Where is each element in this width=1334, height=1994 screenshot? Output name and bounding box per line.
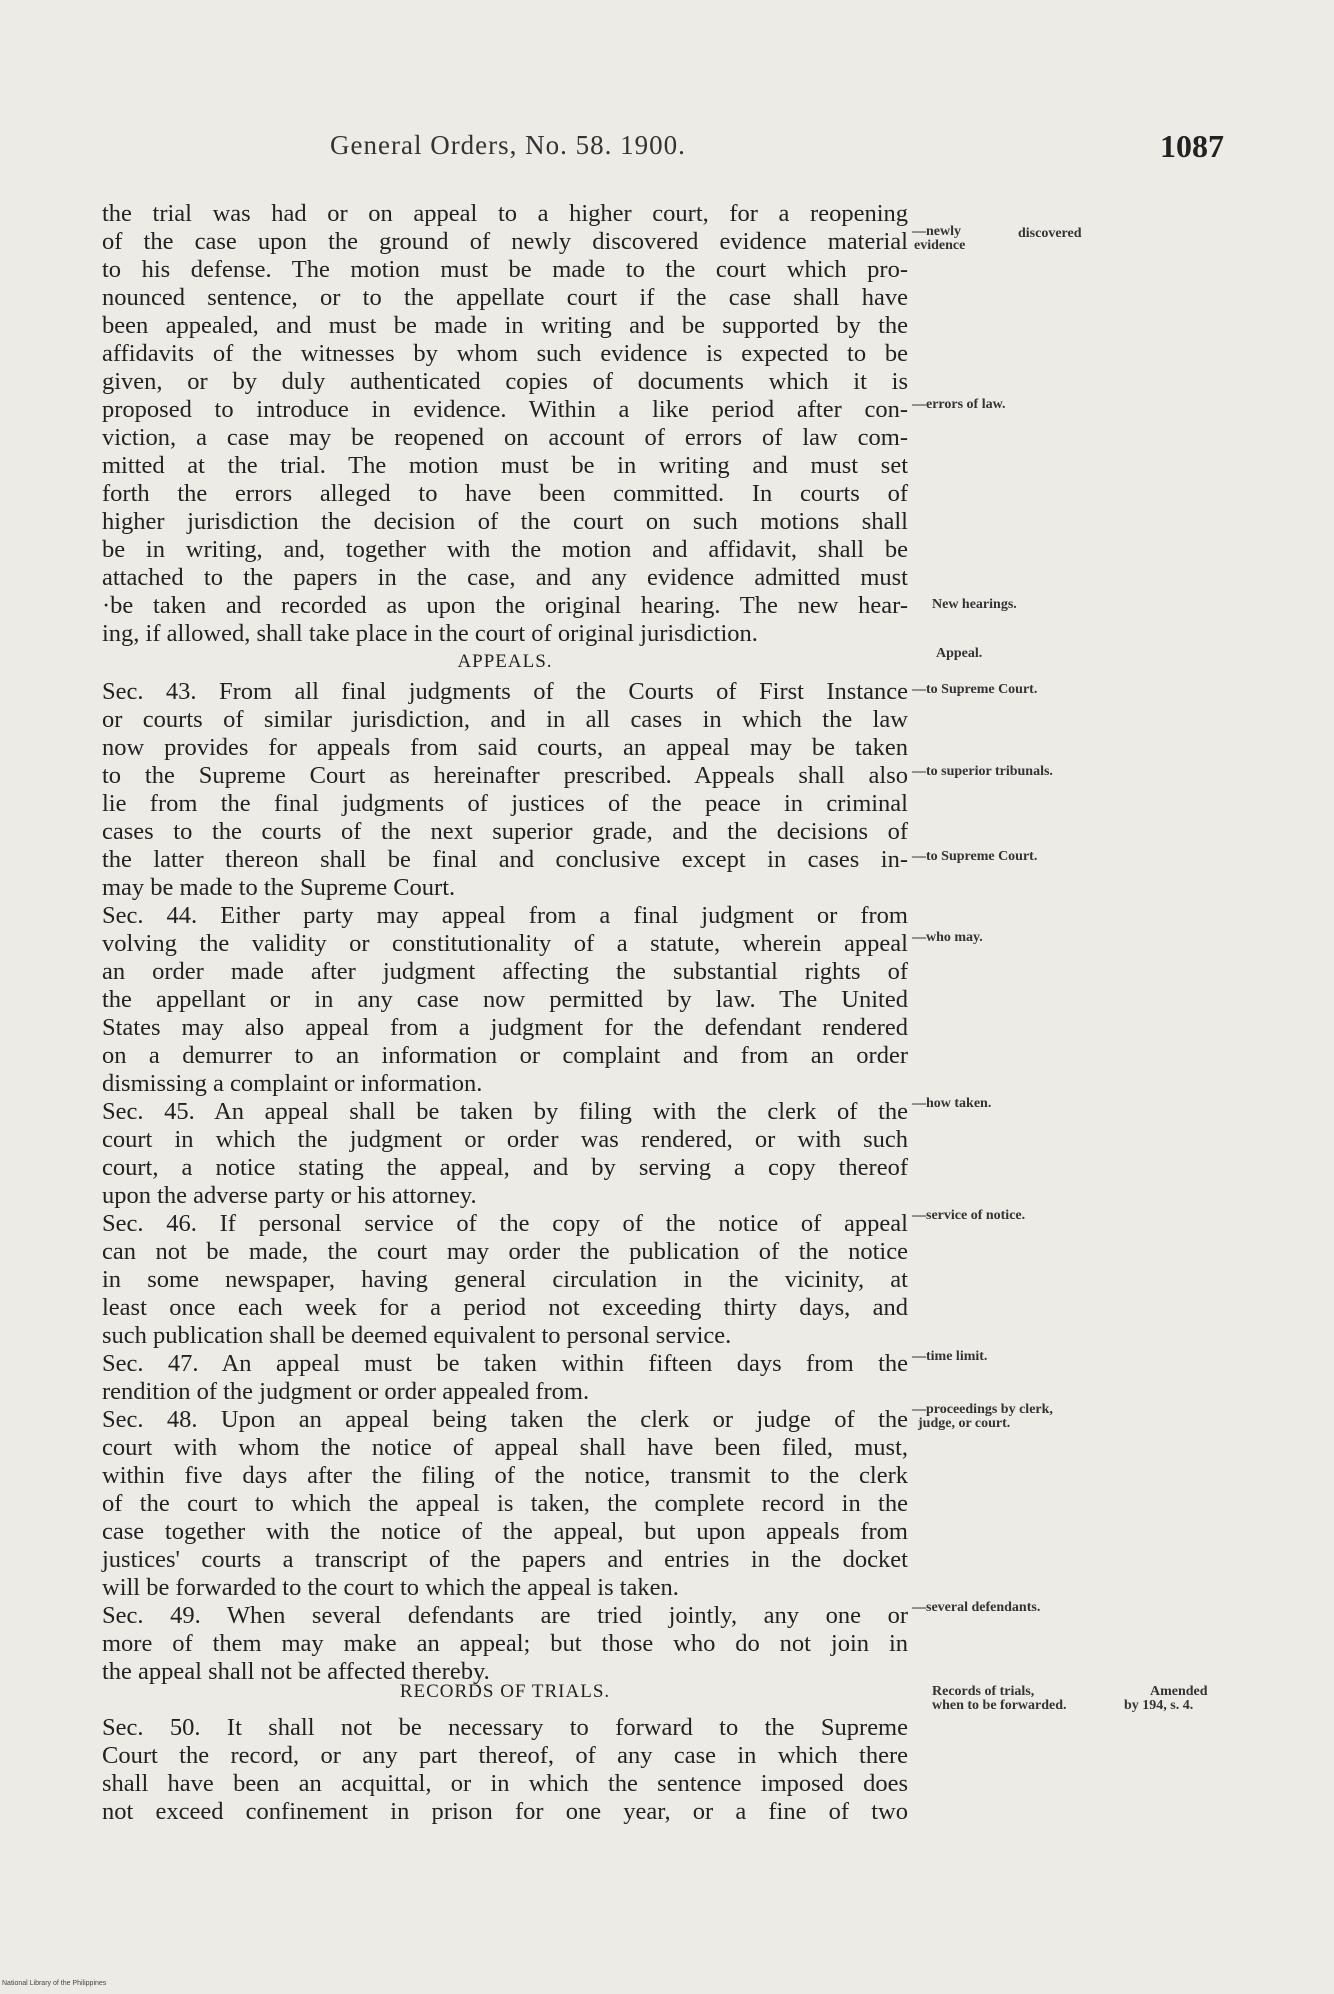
margin-note: discovered (1018, 226, 1082, 241)
text-line: Court the record, or any part thereof, of any case in which there (102, 1742, 908, 1769)
text-line: proposed to introduce in evidence. Within a like period after con- (102, 396, 908, 423)
margin-note: —errors of law. (912, 397, 1006, 412)
running-header: General Orders, No. 58. 1900. (330, 130, 686, 160)
margin-note: Records of trials, (932, 1684, 1035, 1699)
text-line: least once each week for a period not exceeding thirty days, and (102, 1294, 908, 1321)
margin-note: —to Supreme Court. (912, 849, 1038, 864)
margin-note: —how taken. (912, 1096, 992, 1111)
margin-note: —to superior tribunals. (912, 764, 1053, 779)
margin-note: when to be forwarded. (932, 1698, 1067, 1713)
text-line: will be forwarded to the court to which the appeal is taken. (102, 1574, 679, 1601)
margin-note: —who may. (912, 930, 983, 945)
text-line: volving the validity or constitutionality of a statute, wherein appeal (102, 930, 908, 957)
text-line: on a demurrer to an information or complaint and from an order (102, 1042, 908, 1069)
text-line: in some newspaper, having general circulation in the vicinity, at (102, 1266, 908, 1293)
margin-note: —service of notice. (912, 1208, 1026, 1223)
text-line: be in writing, and, together with the motion and affidavit, shall be (102, 536, 908, 563)
margin-note: Appeal. (936, 646, 983, 661)
text-line: mitted at the trial. The motion must be in writing and must set (102, 452, 908, 479)
margin-note: —time limit. (912, 1349, 988, 1364)
text-line: Sec. 45. An appeal shall be taken by filing with the clerk of the (102, 1098, 908, 1125)
text-line: can not be made, the court may order the publication of the notice (102, 1238, 908, 1265)
text-line: the latter thereon shall be final and conclusive except in cases in- (102, 846, 908, 873)
margin-note: —newly (912, 224, 961, 239)
text-line: Sec. 44. Either party may appeal from a final judgment or from (102, 902, 908, 929)
text-line: the appellant or in any case now permitted by law. The United (102, 986, 908, 1013)
footer-credit: National Library of the Philippines (2, 1980, 107, 1987)
text-line: justices' courts a transcript of the papers and entries in the docket (102, 1546, 908, 1573)
text-line: not exceed confinement in prison for one year, or a fine of two (102, 1798, 908, 1825)
text-line: court with whom the notice of appeal shall have been filed, must, (102, 1434, 908, 1461)
text-line: Sec. 49. When several defendants are tried jointly, any one or (102, 1602, 908, 1629)
text-line: may be made to the Supreme Court. (102, 874, 456, 901)
text-line: within five days after the filing of the notice, transmit to the clerk (102, 1462, 908, 1489)
text-line: Sec. 47. An appeal must be taken within fifteen days from the (102, 1350, 908, 1377)
text-line: more of them may make an appeal; but those who do not join in (102, 1630, 908, 1657)
text-line: affidavits of the witnesses by whom such evidence is expected to be (102, 340, 908, 367)
text-line: given, or by duly authenticated copies of documents which it is (102, 368, 908, 395)
text-line: cases to the courts of the next superior grade, and the decisions of (102, 818, 908, 845)
text-line: ing, if allowed, shall take place in the court of original jurisdiction. (102, 620, 758, 647)
margin-note: —to Supreme Court. (912, 682, 1038, 697)
section-heading-records-of-trials: RECORDS OF TRIALS. (399, 1681, 611, 1702)
text-line: such publication shall be deemed equivalent to personal service. (102, 1322, 732, 1349)
text-line: upon the adverse party or his attorney. (102, 1182, 477, 1209)
text-line: States may also appeal from a judgment for the defendant rendered (102, 1014, 908, 1041)
text-line: the appeal shall not be affected thereby. (102, 1658, 490, 1685)
text-line: an order made after judgment affecting the substantial rights of (102, 958, 908, 985)
margin-note: —proceedings by clerk, (912, 1402, 1053, 1417)
text-line: court in which the judgment or order was rendered, or with such (102, 1126, 908, 1153)
section-heading-appeals: APPEALS. (457, 651, 553, 672)
text-line: higher jurisdiction the decision of the court on such motions shall (102, 508, 908, 535)
margin-note: New hearings. (932, 597, 1017, 612)
text-line: court, a notice stating the appeal, and by serving a copy thereof (102, 1154, 908, 1181)
margin-note: evidence (914, 238, 966, 253)
text-line: shall have been an acquittal, or in which the sentence imposed does (102, 1770, 908, 1797)
text-line: Sec. 48. Upon an appeal being taken the clerk or judge of the (102, 1406, 908, 1433)
text-line: attached to the papers in the case, and any evidence admitted must (102, 564, 908, 591)
text-line: the trial was had or on appeal to a higher court, for a reopening (102, 200, 908, 227)
text-line: been appealed, and must be made in writing and be supported by the (102, 312, 908, 339)
text-line: of the court to which the appeal is taken, the complete record in the (102, 1490, 908, 1517)
margin-note: judge, or court. (918, 1416, 1011, 1431)
text-line: Sec. 43. From all final judgments of the Courts of First Instance (102, 678, 908, 705)
text-line: to his defense. The motion must be made to the court which pro- (102, 256, 908, 283)
text-line: dismissing a complaint or information. (102, 1070, 483, 1097)
text-line: to the Supreme Court as hereinafter prescribed. Appeals shall also (102, 762, 908, 789)
text-line: Sec. 50. It shall not be necessary to forward to the Supreme (102, 1714, 908, 1741)
text-line: rendition of the judgment or order appealed from. (102, 1378, 590, 1405)
margin-note: Amended (1150, 1684, 1208, 1699)
text-line: or courts of similar jurisdiction, and in all cases in which the law (102, 706, 908, 733)
text-line: lie from the final judgments of justices of the peace in criminal (102, 790, 908, 817)
text-line: nounced sentence, or to the appellate court if the case shall have (102, 284, 908, 311)
text-line: forth the errors alleged to have been committed. In courts of (102, 480, 908, 507)
text-line: ·be taken and recorded as upon the original hearing. The new hear- (102, 592, 908, 619)
text-line: Sec. 46. If personal service of the copy of the notice of appeal (102, 1210, 908, 1237)
margin-note: by 194, s. 4. (1124, 1698, 1194, 1713)
text-line: now provides for appeals from said courts, an appeal may be taken (102, 734, 908, 761)
page-number: 1087 (1160, 128, 1224, 164)
margin-note: —several defendants. (912, 1600, 1041, 1615)
text-line: viction, a case may be reopened on account of errors of law com- (102, 424, 908, 451)
text-line: of the case upon the ground of newly discovered evidence material (102, 228, 908, 255)
text-line: case together with the notice of the appeal, but upon appeals from (102, 1518, 908, 1545)
